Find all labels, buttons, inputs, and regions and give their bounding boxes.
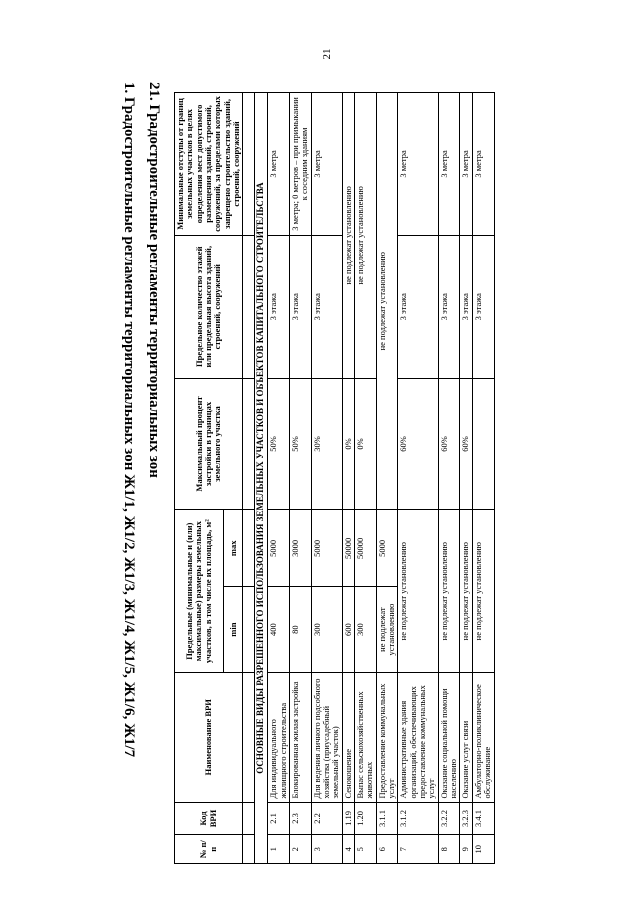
rotated-page <box>80 82 640 859</box>
table-row: 9 3.2.3 Оказание услуг связи не подлежат установлению 60% 3 этажа 3 метра <box>460 93 472 864</box>
header-max: max <box>223 510 242 587</box>
header-setback: Минимальные отступы от границ земельных участков в целях определения мест допустимого размещения зданий, строений, сооружений, за пределами которых запрещено строительство зданий, строений, сооружений <box>175 93 243 236</box>
table-row: 5 1.20 Выпас сельскохозяйственных животных 300 50000 0% не подлежат установлению <box>355 93 377 864</box>
table-row: 4 1.19 Сенокошение 600 50000 0% не подлежат установлению <box>342 93 354 864</box>
header-floors: Предельное количество этажей или предельная высота зданий, строений, сооружений <box>175 235 243 378</box>
header-name: Наименование ВРИ <box>175 672 243 802</box>
section-row <box>255 93 268 864</box>
table-row: 8 3.2.2 Оказание социальной помощи населению не подлежат установлению 60% 3 этажа 3 метра <box>438 93 460 864</box>
header-num: № п/п <box>175 835 243 864</box>
section-heading: ОСНОВНЫЕ ВИДЫ РАЗРЕШЕННОГО ИСПОЛЬЗОВАНИЯ ЗЕМЕЛЬНЫХ УЧАСТКОВ И ОБЪЕКТОВ КАПИТАЛЬНОГО СТРОИТЕЛЬСТВА <box>255 93 268 864</box>
header-percent: Максимальный процент застройки в границах земельного участка <box>175 378 243 510</box>
header-code: Код ВРИ <box>175 802 243 835</box>
page-number: 21 <box>321 48 333 60</box>
table-row: 2 2.3 Блокированная жилая застройка 80 3000 50% 3 этажа 3 метра; 0 метров – при примыкании к соседним зданиям <box>289 93 311 864</box>
table-header-row <box>175 93 224 864</box>
table-row: 3 2.2 Для ведения личного подсобного хозяйства (приусадебный земельный участок) 300 5000 30% 3 этажа 3 метра <box>311 93 342 864</box>
table-row: 1 2.1 Для индивидуального жилищного строительства 400 5000 50% 3 этажа 3 метра <box>268 93 290 864</box>
section-title: 21. Градостроительные регламенты территориальных зон <box>146 82 162 478</box>
table-row: 6 3.1.1 Предоставление коммунальных услуг не подлежат установлению 5000 не подлежат установлению <box>376 93 398 864</box>
table-row: 10 3.4.1 Амбулаторно-поликлиническое обслуживание не подлежат установлению 3 этажа 3 метра <box>472 93 494 864</box>
header-size-group: Предельные (минимальные и (или) максимальные) размеры земельных участков, в том числе их площадь, м² <box>175 510 224 673</box>
subsection-title: 1. Градостроительные регламенты территориальных зон Ж1/1, Ж1/2, Ж1/3, Ж1/4, Ж1/5, Ж1/6, Ж1/7 <box>121 82 137 758</box>
table-index-row <box>243 93 255 864</box>
regulations-table <box>174 92 495 864</box>
table-row: 7 3.1.2 Административные здания организаций, обеспечивающих предоставление коммунальных услуг не подлежат установлению 60% 3 этажа 3 метра <box>398 93 438 864</box>
header-min: min <box>223 587 242 673</box>
